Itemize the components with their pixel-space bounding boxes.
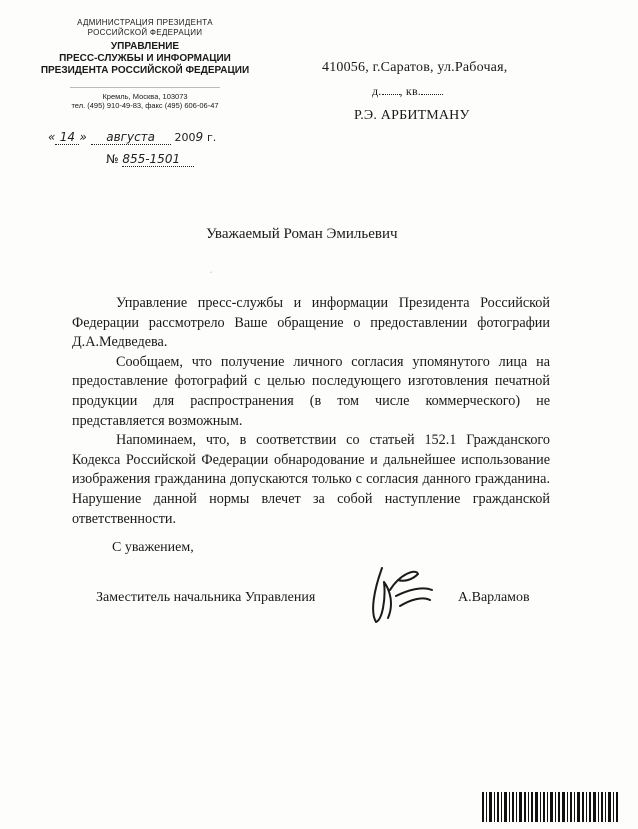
- letterhead-address: Кремль, Москва, 103073: [102, 92, 188, 101]
- salutation: Уважаемый Роман Эмильевич: [206, 226, 398, 242]
- signature-position: Заместитель начальника Управления: [96, 590, 316, 605]
- date-suffix: г.: [206, 131, 217, 144]
- recipient-house-label: д.: [372, 84, 382, 98]
- letterhead-line-department: УПРАВЛЕНИЕ: [110, 41, 180, 52]
- letter-body: [72, 294, 550, 529]
- date-month: августа: [91, 130, 171, 145]
- letterhead-line-administration: АДМИНИСТРАЦИЯ ПРЕЗИДЕНТА: [77, 18, 213, 27]
- letterhead-line-press-service: ПРЕСС-СЛУЖБЫ И ИНФОРМАЦИИ: [59, 53, 231, 64]
- paragraph-2: Сообщаем, что получение личного согласия упомянутого лица на предоставление фотографий с целью последующего изготовления печатной продукции для распространения (в том числе коммерческого) не представляется возможным.: [72, 353, 550, 429]
- recipient-address: 410056, г.Саратов, ул.Рабочая,: [322, 60, 508, 75]
- barcode-stamp: [480, 790, 620, 824]
- date-year-digit: 9: [195, 130, 204, 144]
- date-mid: »: [79, 130, 87, 144]
- date-line: [48, 130, 216, 145]
- date-year-prefix: 200: [174, 131, 196, 144]
- scan-speck: ·: [210, 270, 212, 276]
- paragraph-3: Напоминаем, что, в соответствии со статьей 152.1 Гражданского Кодекса Российской Федерации обнародование и дальнейшее использование изображения гражданина допускаются только с согласия данного гражданина. Нарушение данной нормы влечет за собой наступление гражданской ответственности.: [72, 432, 550, 527]
- date-day: 14: [55, 130, 79, 145]
- recipient-house-apt: [372, 84, 443, 99]
- recipient-apt-blank: [421, 94, 443, 95]
- recipient-house-blank: [382, 94, 400, 95]
- letterhead-divider: [70, 87, 220, 88]
- recipient-apt-label: , кв.: [399, 84, 422, 98]
- recipient-name: Р.Э. АРБИТМАНУ: [354, 108, 470, 123]
- number-value: 855-1501: [122, 152, 194, 167]
- signature-name: А.Варламов: [458, 590, 530, 605]
- handwritten-signature: [360, 560, 440, 630]
- letterhead-line-president: ПРЕЗИДЕНТА РОССИЙСКОЙ ФЕДЕРАЦИИ: [40, 65, 250, 76]
- letterhead-line-federation: РОССИЙСКОЙ ФЕДЕРАЦИИ: [87, 28, 203, 37]
- letterhead: [20, 18, 270, 110]
- number-label: №: [106, 152, 119, 166]
- letterhead-phone: тел. (495) 910-49-83, факс (495) 606-06-47: [71, 101, 219, 110]
- number-line: [106, 152, 194, 167]
- closing: С уважением,: [112, 540, 194, 555]
- date-prefix: «: [48, 130, 56, 144]
- paragraph-1: Управление пресс-службы и информации Президента Российской Федерации рассмотрело Ваше обращение о предоставлении фотографии Д.А.Медведева.: [72, 295, 550, 351]
